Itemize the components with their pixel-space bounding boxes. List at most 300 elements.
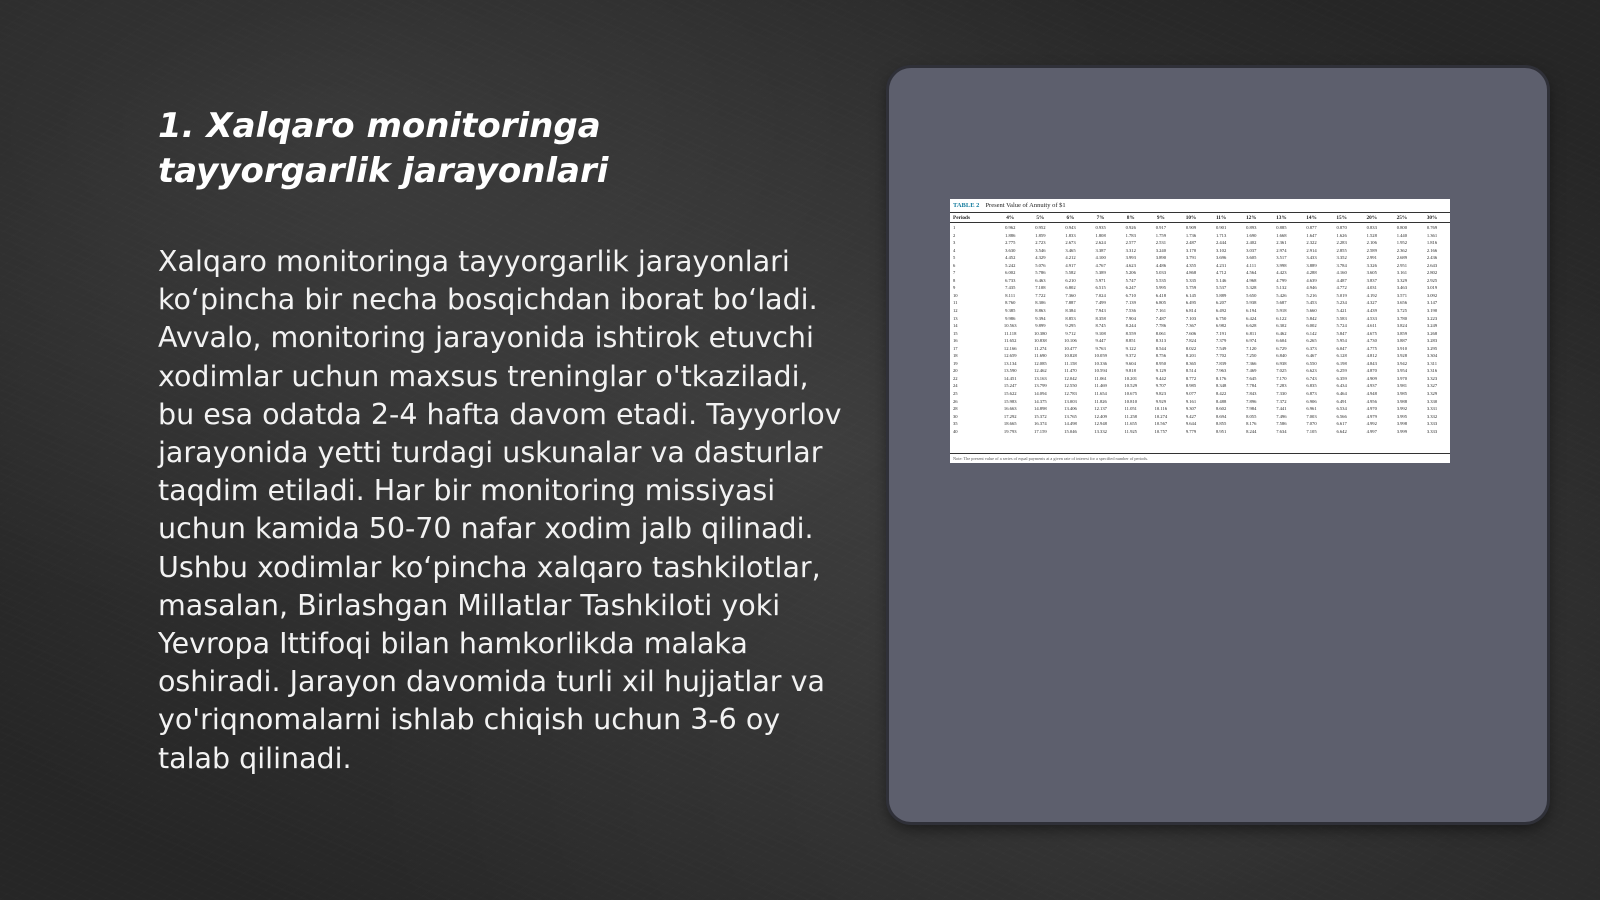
table-cell: 25 bbox=[953, 391, 958, 397]
table-cell: 2.723 bbox=[1035, 240, 1046, 246]
table-cell: 5.847 bbox=[1336, 330, 1347, 336]
table-cell: 3.988 bbox=[1396, 398, 1408, 404]
table-cell: 10.529 bbox=[1124, 383, 1138, 389]
table-cell: 1.859 bbox=[1035, 232, 1046, 238]
table-cell: 22 bbox=[953, 375, 958, 381]
table-cell: 7.984 bbox=[1246, 406, 1257, 412]
table-cell: 3.316 bbox=[1426, 368, 1438, 374]
table-cell: 5.389 bbox=[1095, 270, 1106, 276]
table-cell: 3.859 bbox=[1396, 330, 1408, 336]
table-cell: 6.961 bbox=[1306, 406, 1317, 412]
table-cell: 10.757 bbox=[1154, 428, 1168, 434]
table-cell: 6 bbox=[953, 262, 956, 268]
table-row bbox=[953, 413, 1447, 421]
table-cell: 1.759 bbox=[1155, 232, 1167, 238]
table-cell: 3.333 bbox=[1426, 428, 1438, 434]
table-cell: 6.491 bbox=[1336, 398, 1347, 404]
table-cell: 6.710 bbox=[1125, 292, 1136, 298]
table-cell: 8.602 bbox=[1215, 406, 1227, 412]
table-cell: 7.963 bbox=[1215, 368, 1227, 374]
table-cell: 5.954 bbox=[1336, 338, 1347, 344]
table-cell: 12.042 bbox=[1064, 375, 1077, 381]
table-cell: 7.191 bbox=[1215, 330, 1227, 336]
table-cell: 1.886 bbox=[1005, 232, 1016, 238]
table-cell: 3.999 bbox=[1396, 428, 1408, 434]
table-cell: 3.954 bbox=[1396, 368, 1408, 374]
table-cell: 4.439 bbox=[1366, 308, 1377, 314]
table-header-cell: 20% bbox=[1366, 214, 1378, 221]
table-cell: 6.418 bbox=[1155, 292, 1167, 298]
table-row bbox=[953, 390, 1447, 398]
table-cell: 9.447 bbox=[1095, 338, 1106, 344]
table-cell: 8.853 bbox=[1065, 315, 1076, 321]
table-cell: 3.824 bbox=[1396, 323, 1408, 329]
table-cell: 6.743 bbox=[1306, 375, 1317, 381]
table-cell: 3.240 bbox=[1155, 247, 1167, 253]
table-cell: 5.234 bbox=[1336, 300, 1347, 306]
table-cell: 7.606 bbox=[1185, 330, 1197, 336]
table-cell: 12.659 bbox=[1003, 353, 1017, 359]
table-cell: 3.985 bbox=[1396, 391, 1408, 397]
table-cell: 12.085 bbox=[1034, 360, 1047, 366]
table-cell: 6.359 bbox=[1336, 375, 1347, 381]
table-cell: 4.212 bbox=[1065, 255, 1076, 261]
table-cell: 4.675 bbox=[1366, 330, 1377, 336]
table-cell: 16.663 bbox=[1003, 406, 1017, 412]
table-cell: 3.147 bbox=[1426, 300, 1438, 306]
table-cell: 6.617 bbox=[1336, 421, 1347, 427]
table-cell: 10.059 bbox=[1094, 353, 1107, 359]
table-cell: 5.889 bbox=[1215, 292, 1227, 298]
table-cell: 2.951 bbox=[1396, 262, 1408, 268]
table-cell: 8.201 bbox=[1185, 353, 1197, 359]
table-cell: 5.759 bbox=[1185, 285, 1197, 291]
table-header-cell: 25% bbox=[1396, 214, 1408, 221]
table-cell: 0.893 bbox=[1246, 225, 1257, 230]
table-cell: 8.488 bbox=[1215, 398, 1227, 404]
table-cell: 7.499 bbox=[1095, 300, 1106, 306]
table-cell: 30 bbox=[953, 413, 958, 419]
table-cell: 11.826 bbox=[1094, 398, 1107, 404]
table-cell: 3.889 bbox=[1306, 262, 1317, 268]
table-cell: 11.470 bbox=[1064, 368, 1077, 374]
table-cell: 0.833 bbox=[1366, 225, 1377, 230]
table-cell: 6.128 bbox=[1336, 353, 1347, 359]
table-cell: 11.158 bbox=[1064, 360, 1077, 366]
table-cell: 5.687 bbox=[1276, 300, 1287, 306]
table-cell: 13.332 bbox=[1094, 428, 1107, 434]
table-cell: 24 bbox=[953, 383, 958, 389]
table-cell: 6.974 bbox=[1246, 338, 1257, 344]
table-cell: 2.689 bbox=[1396, 255, 1408, 261]
table-row bbox=[953, 247, 1447, 255]
table-cell: 5.421 bbox=[1336, 308, 1347, 314]
table-cell: 3.329 bbox=[1396, 277, 1408, 283]
table-cell: 8.061 bbox=[1155, 330, 1167, 336]
table-cell: 6.802 bbox=[1065, 285, 1076, 291]
table-cell: 4.487 bbox=[1336, 277, 1347, 283]
table-cell: 5.328 bbox=[1246, 285, 1257, 291]
table-cell: 6.265 bbox=[1306, 338, 1317, 344]
table-cell: 17.292 bbox=[1003, 413, 1017, 419]
table-cell: 9.779 bbox=[1185, 428, 1197, 434]
table-cell: 6.302 bbox=[1276, 323, 1287, 329]
table-cell: 3.998 bbox=[1396, 421, 1408, 427]
table-cell: 3.970 bbox=[1396, 375, 1408, 381]
table-cell: 5.582 bbox=[1065, 270, 1076, 276]
table-cell: 7.024 bbox=[1095, 292, 1106, 298]
table-cell: 13.406 bbox=[1064, 406, 1077, 412]
table-cell: 5.132 bbox=[1276, 285, 1287, 291]
table-cell: 6.642 bbox=[1336, 428, 1347, 434]
table-cell: 6.463 bbox=[1035, 277, 1046, 283]
table-cell: 4.564 bbox=[1246, 270, 1257, 276]
table-cell: 5.453 bbox=[1306, 300, 1317, 306]
table-cell: 6.047 bbox=[1336, 345, 1347, 351]
table-cell: 1.528 bbox=[1366, 232, 1377, 238]
table-cell: 0.800 bbox=[1396, 225, 1408, 230]
table-cell: 10.563 bbox=[1003, 323, 1017, 329]
table-cell: 9.707 bbox=[1155, 383, 1167, 389]
table-cell: 8.422 bbox=[1215, 391, 1227, 397]
table-cell: 4.031 bbox=[1366, 285, 1377, 291]
slide-title: 1. Xalqaro monitoringa tayyorgarlik jarayonlari bbox=[158, 106, 609, 191]
table-cell: 8.559 bbox=[1125, 330, 1136, 336]
table-cell: 4.956 bbox=[1366, 398, 1377, 404]
table-cell: 10.380 bbox=[1034, 330, 1047, 336]
table-cell: 12.948 bbox=[1094, 421, 1107, 427]
table-cell: 7 bbox=[953, 270, 956, 276]
table-cell: 5.842 bbox=[1306, 315, 1317, 321]
table-cell: 5.660 bbox=[1306, 308, 1317, 314]
table-cell: 5.786 bbox=[1035, 270, 1046, 276]
table-cell: 4.288 bbox=[1306, 270, 1317, 276]
table-cell: 5.076 bbox=[1035, 262, 1046, 268]
table-cell: 6.145 bbox=[1185, 292, 1197, 298]
table-cell: 10.477 bbox=[1064, 345, 1077, 351]
table-cell: 6.259 bbox=[1336, 368, 1347, 374]
table-cell: 10.106 bbox=[1064, 338, 1077, 344]
table-cell: 11.274 bbox=[1034, 345, 1047, 351]
table-cell: 10.336 bbox=[1094, 360, 1107, 366]
table-cell: 9.604 bbox=[1125, 360, 1136, 366]
table-cell: 14.498 bbox=[1064, 421, 1077, 427]
table-cell: 4.160 bbox=[1336, 270, 1347, 276]
table-cell: 5.724 bbox=[1336, 323, 1347, 329]
table-cell: 4.111 bbox=[1246, 262, 1257, 268]
table-cell: 2.914 bbox=[1306, 247, 1317, 253]
table-cell: 5.938 bbox=[1246, 300, 1257, 306]
table-cell: 13.163 bbox=[1034, 375, 1047, 381]
table-cell: 4.192 bbox=[1366, 292, 1377, 298]
table-cell: 20 bbox=[953, 368, 958, 374]
table-header-cell: 9% bbox=[1156, 214, 1165, 221]
table-cell: 3.304 bbox=[1426, 353, 1438, 359]
table-cell: 4.767 bbox=[1095, 262, 1106, 268]
table-cell: 0.952 bbox=[1035, 225, 1046, 230]
table-cell: 3.327 bbox=[1426, 383, 1438, 389]
table-cell: 6.604 bbox=[1276, 338, 1287, 344]
table-cell: 6.464 bbox=[1336, 391, 1347, 397]
table-cell: 16 bbox=[953, 338, 958, 344]
table-cell: 3.387 bbox=[1095, 247, 1106, 253]
table-cell: 3.780 bbox=[1396, 315, 1408, 321]
table-cell: 9.122 bbox=[1125, 345, 1136, 351]
table-cell: 3.161 bbox=[1396, 270, 1408, 276]
table-cell: 5.019 bbox=[1336, 292, 1347, 298]
table-cell: 6.002 bbox=[1306, 323, 1317, 329]
table-cell: 7.496 bbox=[1276, 413, 1287, 419]
table-cell: 4.979 bbox=[1366, 413, 1377, 419]
table-cell: 2.673 bbox=[1065, 240, 1076, 246]
table-cell: 2.624 bbox=[1095, 240, 1106, 246]
table-cell: 9.899 bbox=[1035, 323, 1046, 329]
table-cell: 19.793 bbox=[1003, 428, 1017, 434]
table-cell: 0.962 bbox=[1005, 225, 1016, 230]
table-cell: 1.783 bbox=[1125, 232, 1136, 238]
table-cell: 1.690 bbox=[1246, 232, 1257, 238]
table-cell: 10.567 bbox=[1154, 421, 1168, 427]
table-row bbox=[953, 224, 1447, 232]
table-cell: 3.942 bbox=[1396, 360, 1408, 366]
table-cell: 1.647 bbox=[1306, 232, 1317, 238]
table-cell: 12.409 bbox=[1094, 413, 1107, 419]
table-cell: 7.722 bbox=[1035, 292, 1046, 298]
table-cell: 5.971 bbox=[1095, 277, 1106, 283]
table-cell: 6.495 bbox=[1185, 300, 1197, 306]
table-cell: 0.769 bbox=[1426, 225, 1438, 230]
table-cell: 3.463 bbox=[1396, 285, 1408, 291]
table-cell: 4.992 bbox=[1366, 421, 1377, 427]
table-cell: 3.993 bbox=[1125, 255, 1136, 261]
table-cell: 13.765 bbox=[1064, 413, 1077, 419]
table-cell: 8.951 bbox=[1215, 428, 1227, 434]
table-cell: 8.694 bbox=[1215, 413, 1227, 419]
table-cell: 11.258 bbox=[1124, 413, 1137, 419]
table-cell: 4.917 bbox=[1065, 262, 1076, 268]
table-cell: 7.784 bbox=[1246, 383, 1257, 389]
table-cell: 3.037 bbox=[1246, 247, 1257, 253]
table-note: Note: The present value of a series of equal payments at a given rate of interest for a specified number of periods. bbox=[950, 453, 1450, 463]
table-cell: 7.070 bbox=[1306, 421, 1317, 427]
table-cell: 5.033 bbox=[1155, 270, 1167, 276]
table-cell: 6.628 bbox=[1246, 323, 1257, 329]
table-cell: 4.970 bbox=[1366, 406, 1377, 412]
table-cell: 5 bbox=[953, 255, 956, 261]
table-cell: 7.330 bbox=[1276, 391, 1287, 397]
table-cell: 8 bbox=[953, 277, 956, 283]
table-cell: 8.745 bbox=[1095, 323, 1106, 329]
table-cell: 6.002 bbox=[1005, 270, 1016, 276]
table-cell: 4.909 bbox=[1366, 375, 1377, 381]
table-cell: 9 bbox=[953, 285, 956, 291]
table-cell: 11.469 bbox=[1094, 383, 1107, 389]
table-cell: 8.760 bbox=[1005, 300, 1016, 306]
image-panel bbox=[889, 68, 1547, 822]
table-cell: 1.808 bbox=[1095, 232, 1106, 238]
table-cell: 8.358 bbox=[1095, 315, 1106, 321]
table-cell: 6.492 bbox=[1215, 308, 1227, 314]
table-cell: 1.626 bbox=[1336, 232, 1347, 238]
table-cell: 13.134 bbox=[1003, 360, 1017, 366]
table-cell: 7.634 bbox=[1276, 428, 1287, 434]
table-cell: 3.630 bbox=[1005, 247, 1016, 253]
table-cell: 8.950 bbox=[1155, 360, 1167, 366]
table-cell: 3.170 bbox=[1185, 247, 1197, 253]
table-cell: 4.623 bbox=[1125, 262, 1136, 268]
table-cell: 15.983 bbox=[1003, 398, 1017, 404]
table-cell: 3.352 bbox=[1336, 255, 1347, 261]
table-cell: 18.665 bbox=[1003, 421, 1017, 427]
table-cell: 10 bbox=[953, 292, 958, 298]
table-cell: 3.546 bbox=[1035, 247, 1046, 253]
table-cell: 6.194 bbox=[1246, 308, 1257, 314]
table-header-cell: Periods bbox=[953, 214, 971, 221]
table-cell: 3.791 bbox=[1185, 255, 1197, 261]
table-cell: 0.901 bbox=[1215, 225, 1227, 230]
table-cell: 3 bbox=[953, 240, 956, 246]
table-cell: 26 bbox=[953, 398, 958, 404]
table-cell: 7.702 bbox=[1215, 353, 1227, 359]
table-cell: 6.982 bbox=[1215, 323, 1227, 329]
table-cell: 8.176 bbox=[1215, 375, 1227, 381]
table-cell: 7.283 bbox=[1276, 383, 1287, 389]
table-row bbox=[953, 239, 1447, 247]
table-cell: 0.870 bbox=[1336, 225, 1347, 230]
table-cell: 4.843 bbox=[1366, 360, 1377, 366]
table-cell: 2 bbox=[953, 232, 956, 238]
table-cell: 8.244 bbox=[1246, 428, 1257, 434]
table-cell: 2.925 bbox=[1426, 277, 1438, 283]
table-cell: 3.784 bbox=[1336, 262, 1347, 268]
table-header-cell: 12% bbox=[1245, 214, 1257, 221]
table-cell: 2.531 bbox=[1155, 240, 1167, 246]
table-cell: 4.730 bbox=[1366, 338, 1377, 344]
table-cell: 8.022 bbox=[1185, 345, 1197, 351]
table-row bbox=[953, 382, 1447, 390]
table-cell: 5.537 bbox=[1215, 285, 1227, 291]
table-cell: 0.926 bbox=[1125, 225, 1136, 230]
table-cell: 8.365 bbox=[1185, 360, 1197, 366]
table-cell: 17 bbox=[953, 345, 958, 351]
table-cell: 9.307 bbox=[1185, 406, 1197, 412]
table-cell: 13.003 bbox=[1064, 398, 1077, 404]
table-cell: 7.108 bbox=[1035, 285, 1046, 291]
table-cell: 7.366 bbox=[1246, 360, 1257, 366]
table-cell: 6.467 bbox=[1306, 353, 1317, 359]
table-cell: 8.756 bbox=[1155, 353, 1167, 359]
table-cell: 40 bbox=[953, 428, 958, 434]
table-cell: 3.981 bbox=[1396, 383, 1408, 389]
table-cell: 11.690 bbox=[1034, 353, 1047, 359]
table-cell: 3.605 bbox=[1366, 270, 1377, 276]
table-cell: 11.051 bbox=[1124, 406, 1137, 412]
table-row bbox=[953, 352, 1447, 360]
table-cell: 7.824 bbox=[1185, 338, 1197, 344]
table-cell: 8.055 bbox=[1246, 413, 1257, 419]
table-cell: 11.655 bbox=[1124, 421, 1137, 427]
table-cell: 4.452 bbox=[1005, 255, 1016, 261]
table-cell: 3.223 bbox=[1426, 315, 1438, 321]
table-header-cell: 4% bbox=[1006, 214, 1015, 221]
table-cell: 6.373 bbox=[1306, 345, 1317, 351]
table-cell: 2.362 bbox=[1396, 247, 1408, 253]
table-cell: 6.938 bbox=[1276, 360, 1287, 366]
table-cell: 3.019 bbox=[1426, 285, 1438, 291]
table-cell: 4.486 bbox=[1155, 262, 1167, 268]
table-cell: 7.379 bbox=[1215, 338, 1227, 344]
table-cell: 4.799 bbox=[1276, 277, 1287, 283]
table-cell: 6.550 bbox=[1306, 360, 1317, 366]
table-cell: 4.639 bbox=[1306, 277, 1317, 283]
table-cell: 17.159 bbox=[1034, 428, 1047, 434]
table-cell: 3.910 bbox=[1396, 345, 1408, 351]
table-cell: 8.244 bbox=[1125, 323, 1136, 329]
table-cell: 4.327 bbox=[1366, 300, 1377, 306]
table-cell: 3.890 bbox=[1155, 255, 1167, 261]
table-cell: 9.295 bbox=[1065, 323, 1076, 329]
table-cell: 6.840 bbox=[1276, 353, 1287, 359]
table-cell: 6.515 bbox=[1095, 285, 1106, 291]
table-cell: 6.534 bbox=[1336, 406, 1347, 412]
table-cell: 9.108 bbox=[1095, 330, 1106, 336]
table-cell: 2.775 bbox=[1005, 240, 1016, 246]
table-cell: 11.654 bbox=[1094, 391, 1107, 397]
table-cell: 14.898 bbox=[1034, 406, 1047, 412]
table-cell: 9.712 bbox=[1065, 330, 1076, 336]
table-cell: 3.696 bbox=[1215, 255, 1227, 261]
table-cell: 15.622 bbox=[1003, 391, 1017, 397]
table-cell: 2.322 bbox=[1306, 240, 1317, 246]
annuity-table-image bbox=[950, 199, 1450, 463]
table-cell: 9.394 bbox=[1035, 315, 1046, 321]
table-cell: 4.231 bbox=[1215, 262, 1227, 268]
table-row bbox=[953, 398, 1447, 406]
table-cell: 3.571 bbox=[1396, 292, 1408, 298]
table-cell: 5.242 bbox=[1005, 262, 1016, 268]
table-cell: 2.487 bbox=[1185, 240, 1197, 246]
table-cell: 12.166 bbox=[1003, 345, 1017, 351]
table-cell: 13 bbox=[953, 315, 958, 321]
table-cell: 6.198 bbox=[1336, 360, 1347, 366]
table-cell: 4.423 bbox=[1276, 270, 1287, 276]
table-cell: 10.828 bbox=[1064, 353, 1077, 359]
table-row bbox=[953, 292, 1447, 300]
table-cell: 8.514 bbox=[1185, 368, 1197, 374]
table-cell: 7.120 bbox=[1246, 345, 1257, 351]
table-cell: 3.992 bbox=[1396, 406, 1408, 412]
table-header-cell: 15% bbox=[1336, 214, 1347, 221]
table-row bbox=[953, 299, 1447, 307]
table-cell: 9.986 bbox=[1005, 315, 1016, 321]
table-cell: 2.361 bbox=[1276, 240, 1287, 246]
table-header-row bbox=[950, 212, 1450, 223]
table-cell: 3.465 bbox=[1065, 247, 1076, 253]
table-cell: 6.733 bbox=[1005, 277, 1016, 283]
table-row bbox=[953, 307, 1447, 315]
table-cell: 3.725 bbox=[1396, 308, 1408, 314]
table-cell: 1.713 bbox=[1215, 232, 1227, 238]
table-cell: 4.812 bbox=[1366, 353, 1377, 359]
table-cell: 2.802 bbox=[1426, 270, 1438, 276]
table-cell: 4.937 bbox=[1366, 383, 1377, 389]
table-cell: 6.873 bbox=[1306, 391, 1317, 397]
table-cell: 7.487 bbox=[1155, 315, 1167, 321]
table-cell: 3.312 bbox=[1125, 247, 1136, 253]
table-cell: 3.332 bbox=[1426, 413, 1438, 419]
table-cell: 9.161 bbox=[1185, 398, 1197, 404]
table-cell: 7.843 bbox=[1246, 391, 1257, 397]
